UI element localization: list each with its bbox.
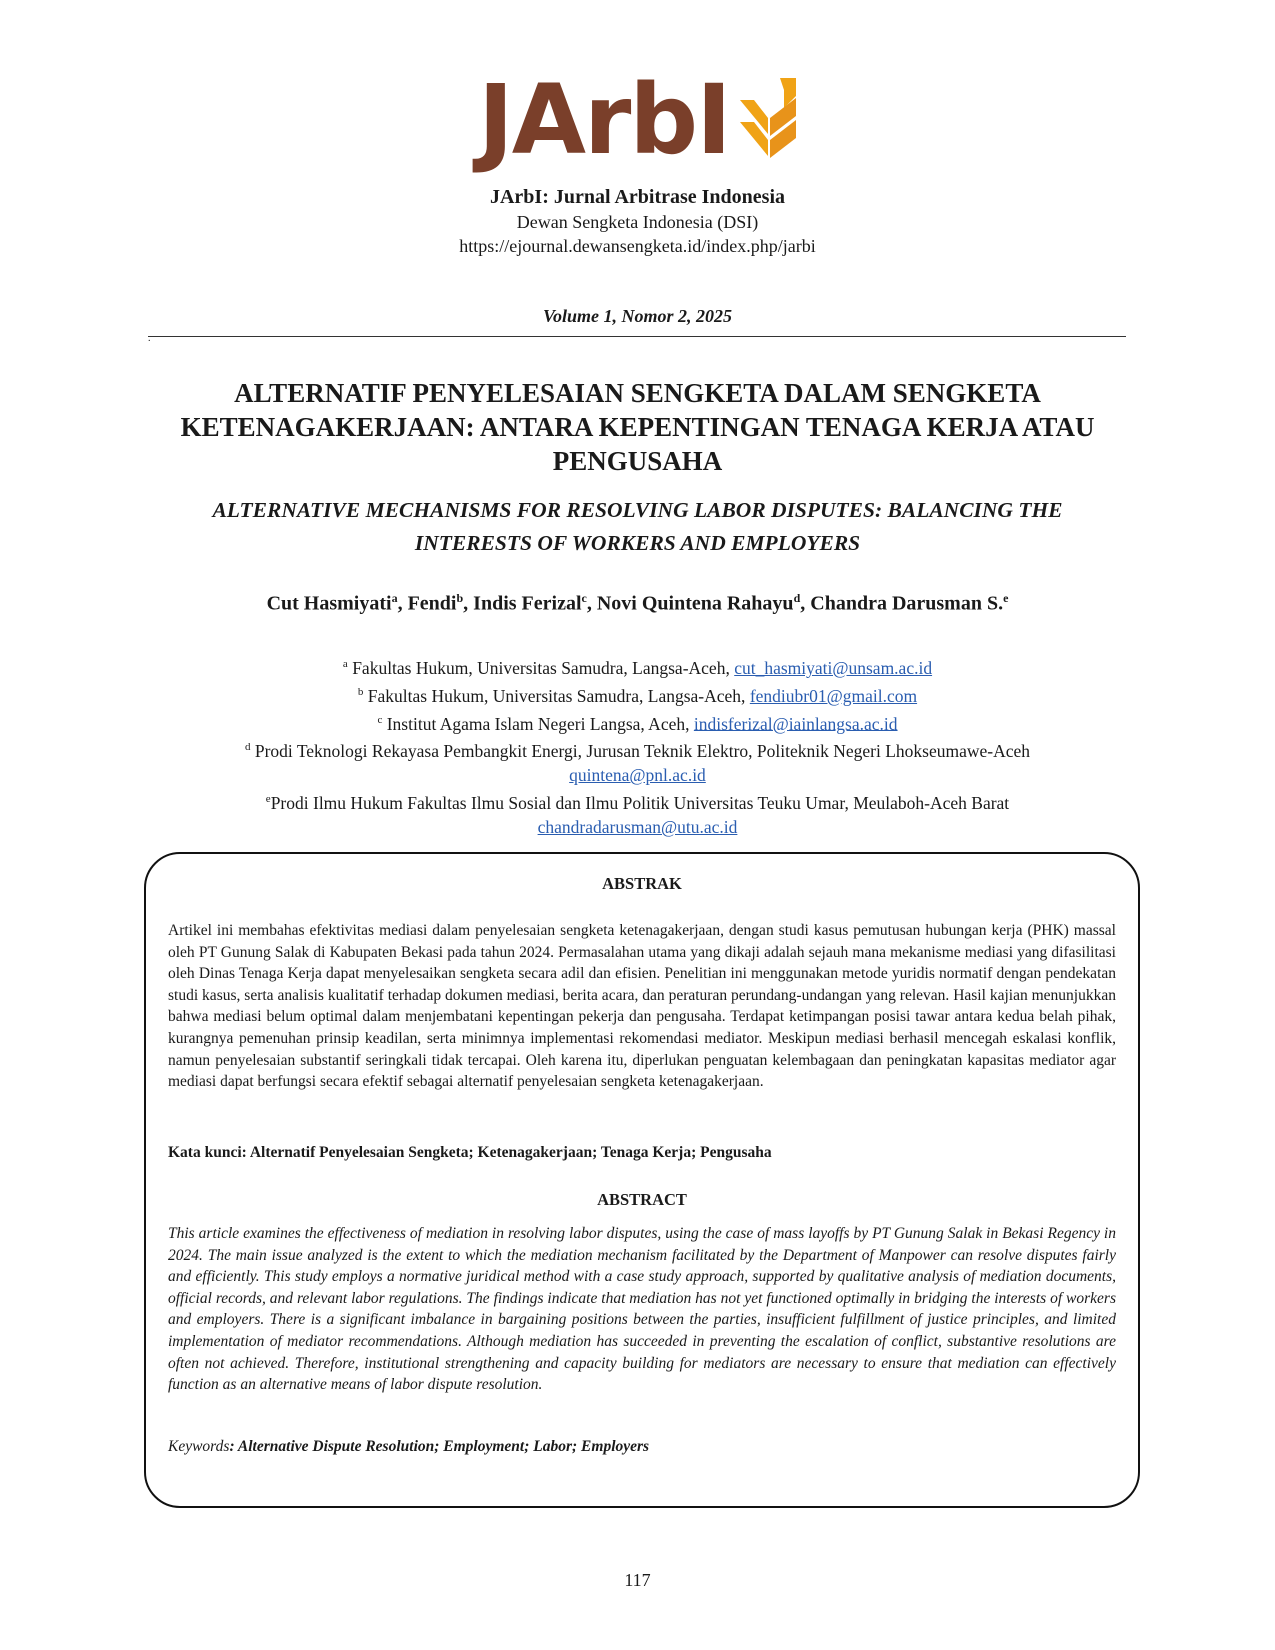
author-mark: c: [581, 591, 587, 605]
keywords-values: : Alternative Dispute Resolution; Employment; Labor; Employers: [229, 1438, 650, 1455]
email-link[interactable]: indisferizal@iainlangsa.ac.id: [693, 713, 898, 734]
author-name: Indis Ferizal: [473, 592, 582, 615]
journal-publisher: Dewan Sengketa Indonesia (DSI): [516, 212, 759, 232]
email-link[interactable]: cut_hasmiyati@unsam.ac.id: [734, 657, 933, 678]
logo-wordmark: JArbI: [478, 64, 730, 176]
header-divider: [148, 336, 1126, 337]
affiliation-mark: b: [357, 685, 364, 698]
affiliation-email-line: [0, 815, 1275, 839]
abstract-box: [144, 852, 1140, 1508]
header-dot: .: [148, 333, 151, 344]
article-title-english: ALTERNATIVE MECHANISMS FOR RESOLVING LABOR DISPUTES: BALANCING THE INTERESTS OF WORKERS AND EMPLOYERS: [212, 498, 1063, 555]
author-name: Cut Hasmiyati: [266, 592, 392, 615]
author-mark: a: [391, 591, 398, 605]
page-number: 117: [624, 1570, 651, 1590]
affiliation-list: [0, 652, 1275, 839]
author-name: Novi Quintena Rahayu: [596, 592, 794, 615]
affiliation-text: Prodi Ilmu Hukum Fakultas Ilmu Sosial dan Ilmu Politik Universitas Teuku Umar, Meulaboh-Aceh Barat: [270, 793, 1010, 814]
email-link[interactable]: fendiubr01@gmail.com: [749, 685, 918, 706]
journal-url[interactable]: https://ejournal.dewansengketa.id/index.php/jarbi: [459, 236, 816, 256]
abstrak-heading: ABSTRAK: [602, 874, 682, 893]
author-name: Fendi: [407, 592, 457, 615]
affiliation-item: [0, 708, 1275, 736]
abstract-heading: ABSTRACT: [597, 1190, 687, 1209]
volume-issue: Volume 1, Nomor 2, 2025: [542, 306, 733, 326]
keywords: [168, 1438, 1116, 1456]
email-link[interactable]: quintena@pnl.ac.id: [569, 765, 706, 786]
affiliation-text: Fakultas Hukum, Universitas Samudra, Langsa-Aceh,: [352, 657, 730, 678]
affiliation-mark: d: [244, 741, 251, 754]
author-mark: e: [1003, 591, 1009, 605]
kata-kunci: Kata kunci: Alternatif Penyelesaian Sengketa; Ketenagakerjaan; Tenaga Kerja; Pengusaha: [168, 1144, 772, 1161]
affiliation-text: Prodi Teknologi Rekayasa Pembangkit Energi, Jurusan Teknik Elektro, Politeknik Negeri Lhokseumawe-Aceh: [254, 741, 1031, 762]
affiliation-text: Institut Agama Islam Negeri Langsa, Aceh,: [386, 713, 690, 734]
affiliation-text: Fakultas Hukum, Universitas Samudra, Langsa-Aceh,: [367, 685, 746, 706]
journal-title: JArbI: Jurnal Arbitrase Indonesia: [489, 186, 786, 208]
abstract-body: This article examines the effectiveness of mediation in resolving labor disputes, using the case of mass layoffs by PT Gunung Salak in Bekasi Regency in 2024. The main issue analyzed is the extent to which the mediation mechanism facilitated by the Department of Manpower can resolve disputes fairly and efficiently. This study employs a normative juridical method with a case study approach, supported by qualitative analysis of mediation documents, official records, and relevant labor regulations. The findings indicate that mediation has not yet functioned optimally in bridging the interests of workers and employers. There is a significant imbalance in bargaining positions between the parties, insufficient fulfillment of justice principles, and limited implementation of mediator recommendations. Although mediation has succeeded in preventing the escalation of conflict, substantive resolutions are often not achieved. Therefore, institutional strengthening and capacity building for mediators are necessary to ensure that mediation can effectively function as an alternative means of labor dispute resolution.: [168, 1225, 1116, 1394]
chevron-stack-icon: [740, 78, 796, 162]
affiliation-item: [0, 652, 1275, 680]
journal-logo: [478, 64, 798, 176]
article-title-indonesian: ALTERNATIF PENYELESAIAN SENGKETA DALAM SENGKETA KETENAGAKERJAAN: ANTARA KEPENTINGAN TENAGA KERJA ATAU PENGUSAHA: [180, 378, 1095, 476]
affiliation-mark: a: [342, 658, 348, 670]
abstrak-body: Artikel ini membahas efektivitas mediasi dalam penyelesaian sengketa ketenagakerjaan, dengan studi kasus pemutusan hubungan kerja (PHK) massal oleh PT Gunung Salak di Kabupaten Bekasi pada tahun 2024. Permasalahan utama yang dikaji adalah sejauh mana mekanisme mediasi yang difasilitasi oleh Dinas Tenaga Kerja dapat menyelesaikan sengketa secara adil dan efisien. Penelitian ini menggunakan metode yuridis normatif dengan pendekatan studi kasus, serta analisis kualitatif terhadap dokumen mediasi, berita acara, dan peraturan perundang-undangan yang relevan. Hasil kajian menunjukkan bahwa mediasi belum optimal dalam menjembatani kepentingan pekerja dan pengusaha. Terdapat ketimpangan posisi tawar antara kedua belah pihak, kurangnya pemenuhan prinsip keadilan, serta minimnya implementasi rekomendasi mediator. Meskipun mediasi berhasil mencegah eskalasi konflik, namun penyelesaian substantif seringkali tidak tercapai. Oleh karena itu, diperlukan penguatan kelembagaan dan peningkatan kapasitas mediator agar mediasi dapat berfungsi secara efektif sebagai alternatif penyelesaian sengketa ketenagakerjaan.: [168, 922, 1116, 1091]
author-mark: d: [793, 591, 801, 605]
author-name: Chandra Darusman S.: [810, 592, 1004, 615]
keywords-label: Keywords: [168, 1438, 230, 1455]
affiliation-item: [0, 680, 1275, 708]
affiliation-mark: e: [265, 793, 271, 806]
affiliation-item: [0, 735, 1275, 763]
affiliation-mark: c: [377, 713, 383, 726]
affiliation-email-line: [0, 763, 1275, 787]
author-mark: b: [456, 591, 464, 605]
affiliation-item: [0, 787, 1275, 815]
email-link[interactable]: chandradarusman@utu.ac.id: [537, 817, 738, 838]
author-list: Cut Hasmiyati$^a$, Fendi$^b$, Indis Ferizal$^c$, Novi Quintena Rahayu$^d$, Chandra Darusman S.$^e$: [266, 591, 1009, 615]
